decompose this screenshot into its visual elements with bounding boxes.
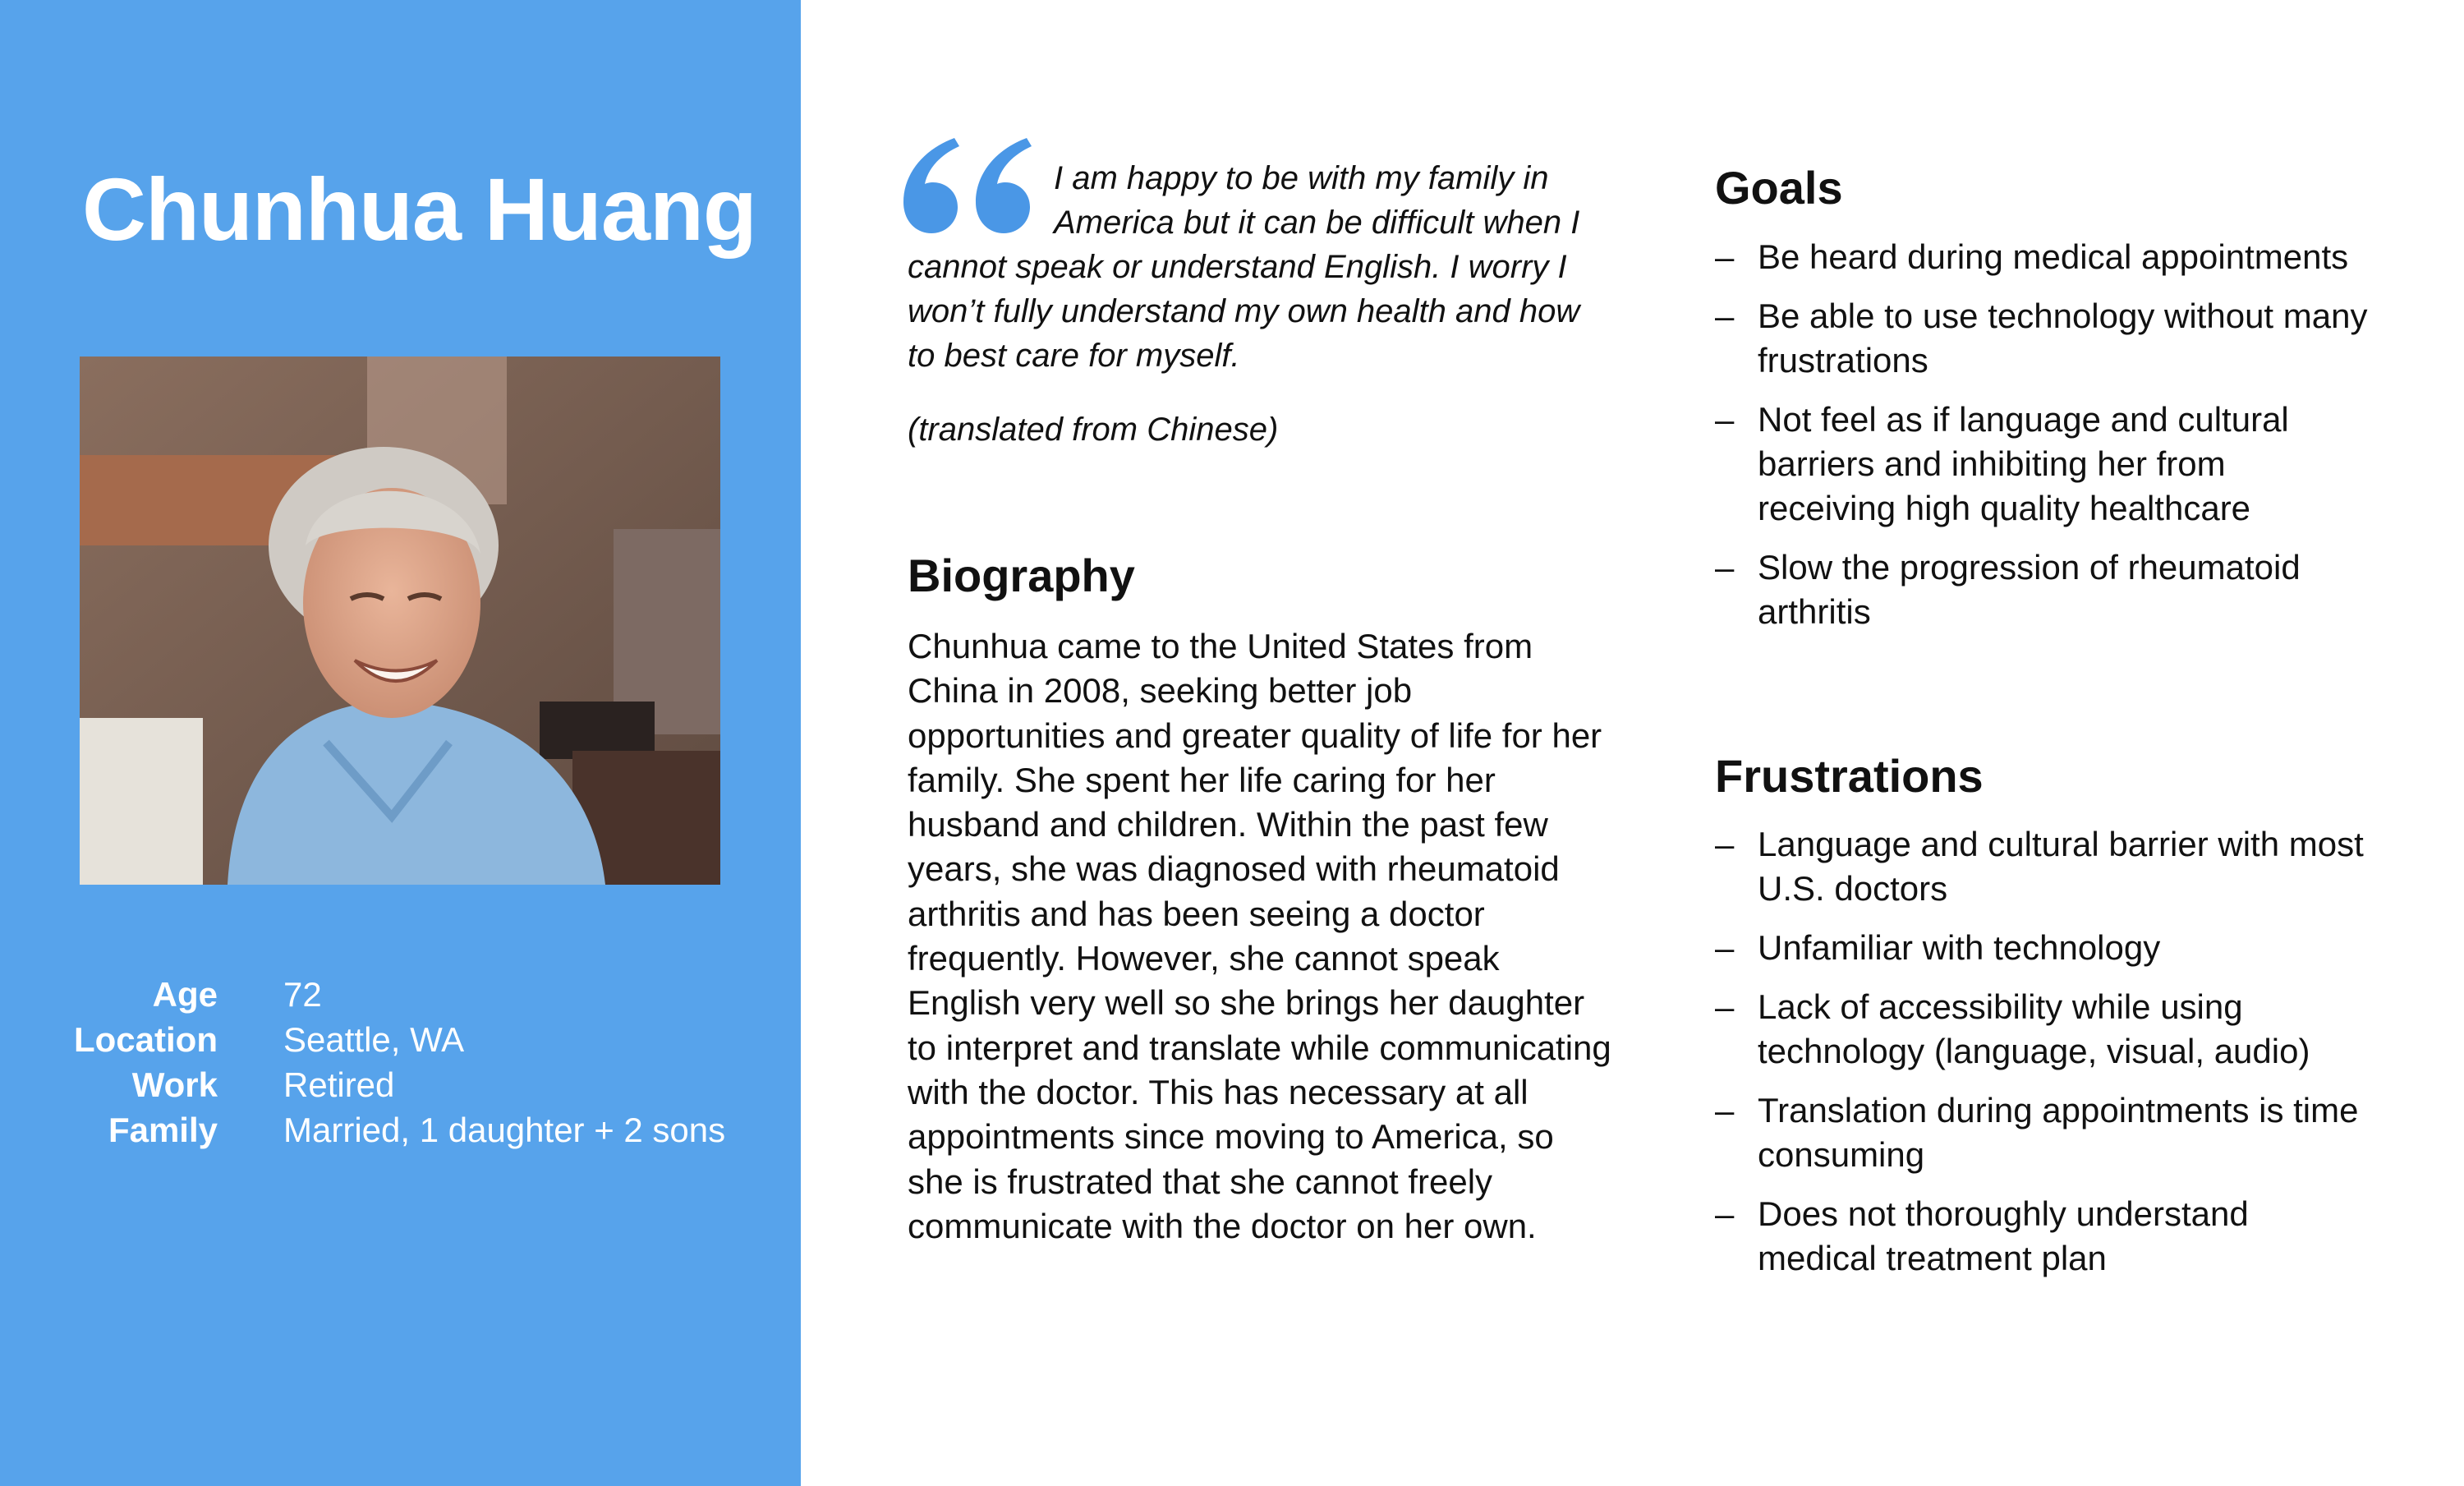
goal-text: Be heard during medical appointments [1758,237,2349,276]
quote-translation-note: (translated from Chinese) [908,412,1279,448]
frustration-item [1715,1088,2372,1177]
fact-value: Retired [283,1065,395,1104]
fact-value: Seattle, WA [283,1020,465,1059]
frustration-item [1715,985,2372,1074]
frustration-item [1715,822,2372,911]
frustration-text: Language and cultural barrier with most U.S. doctors [1758,825,2364,908]
persona-facts [49,972,725,1152]
biography-title: Biography [908,550,1135,601]
frustrations-list [1715,822,2372,1295]
goal-item [1715,294,2372,383]
fact-row-location [49,1017,725,1062]
fact-value: Married, 1 daughter + 2 sons [283,1111,726,1149]
persona-photo [80,357,720,885]
frustration-item [1715,926,2372,970]
frustration-item [1715,1192,2372,1281]
frustration-text: Lack of accessibility while using technology (language, visual, audio) [1758,987,2310,1070]
goals-title: Goals [1715,162,1843,214]
dash-bullet-icon: – [1715,297,1735,335]
persona-sidebar [0,0,801,1486]
goal-item [1715,545,2372,634]
fact-row-age [49,972,725,1017]
frustration-text: Does not thoroughly understand medical treatment plan [1758,1194,2249,1277]
frustrations-title: Frustrations [1715,750,1984,802]
dash-bullet-icon: – [1715,1091,1735,1129]
goal-text: Be able to use technology without many frustrations [1758,297,2368,380]
dash-bullet-icon: – [1715,400,1735,439]
dash-bullet-icon: – [1715,825,1735,863]
biography-text: Chunhua came to the United States from China in 2008, seeking better job opportunities and greater quality of life for her family. She spent her life caring for her husband and children. Within the past few years, she was diagnosed with rheumatoid arthritis and has been seeing a doctor frequently. However, she cannot speak English very well so she brings her daughter to interpret and translate while communicating with the doctor. This has necessary at all appointments since moving to America, so she is frustrated that she cannot freely communicate with the doctor on her own. [908,627,1611,1245]
frustration-text: Translation during appointments is time consuming [1758,1091,2359,1174]
goal-item [1715,398,2372,531]
dash-bullet-icon: – [1715,548,1735,587]
goals-list [1715,235,2372,649]
fact-row-work [49,1062,725,1107]
persona-name: Chunhua Huang [82,159,756,259]
fact-label: Age [152,975,218,1014]
frustration-text: Unfamiliar with technology [1758,928,2161,967]
fact-label: Location [74,1020,218,1059]
fact-row-family [49,1107,725,1152]
goal-text: Not feel as if language and cultural barriers and inhibiting her from receiving high quality healthcare [1758,400,2289,527]
goal-item [1715,235,2372,279]
fact-value: 72 [283,975,322,1014]
fact-label: Work [131,1065,218,1104]
dash-bullet-icon: – [1715,1194,1735,1233]
portrait-photo [80,357,720,885]
dash-bullet-icon: – [1715,987,1735,1026]
persona-quote: I am happy to be with my family in America but it can be difficult when I cannot speak or understand English. I worry I won’t fully understand my own health and how to best care for myself. [908,160,1580,374]
dash-bullet-icon: – [1715,237,1735,276]
fact-label: Family [108,1111,218,1149]
goal-text: Slow the progression of rheumatoid arthritis [1758,548,2301,631]
dash-bullet-icon: – [1715,928,1735,967]
